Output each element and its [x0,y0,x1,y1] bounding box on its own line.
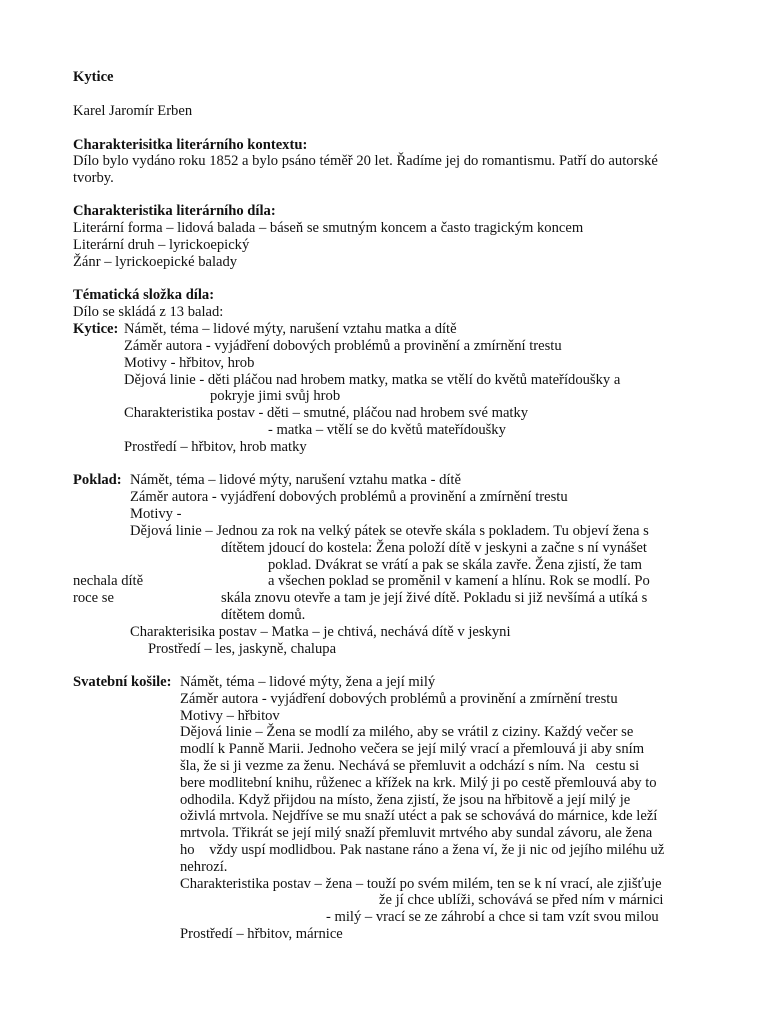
kosile-plot-line: ho vždy uspí modlidbou. Pak nastane ráno a žena ví, že ji nic od jejího miléhu už [180,842,665,858]
poklad-plot-line: dítětem domů. [221,607,306,623]
kosile-intent: Záměr autora - vyjádření dobových problémů a provinění a zmírnění trestu [180,691,618,707]
kosile-plot-line: modlí k Panně Marii. Jednoho večera se její milý vrací a přemlouvá ji aby sním [180,741,645,757]
work-heading: Charakteristika literárního díla: [73,203,276,219]
poklad-motifs: Motivy - [130,506,182,522]
thematic-heading: Tématická složka díla: [73,287,215,303]
kosile-plot-line: Dějová linie – Žena se modlí za milého, aby se vrátil z ciziny. Každý večer se [180,724,634,740]
kytice-setting: Prostředí – hřbitov, hrob matky [124,439,307,455]
literary-genre: Žánr – lyrickoepické balady [73,254,238,270]
kytice-characters-line: Charakteristika postav - děti – smutné, pláčou nad hrobem své matky [124,405,529,421]
document-title: Kytice [73,69,114,85]
poklad-plot-line: nechala dítě [73,573,144,589]
context-text-line: tvorby. [73,170,114,186]
ballad-label-poklad: Poklad: [73,472,122,488]
kosile-plot-line: bere modlitební knihu, růženec a křížek na krk. Milý ji po cestě přemlouvá aby to [180,775,657,791]
kosile-theme: Námět, téma – lidové mýty, žena a její milý [180,674,436,690]
kosile-characters-line: Charakteristika postav – žena – touží po svém milém, ten se k ní vrací, ale zjišťuje [180,876,662,892]
author-name: Karel Jaromír Erben [73,103,193,119]
kosile-plot-line: mrtvola. Třikrát se její milý snaží přemluvit mrtvého aby sundal závoru, ale žena [180,825,653,841]
poklad-plot-line: poklad. Dvákrat se vrátí a pak se skála zavře. Žena zjistí, že tam [268,557,643,573]
context-heading: Charakterisitka literárního kontextu: [73,137,308,153]
literary-form: Literární forma – lidová balada – báseň se smutným koncem a často tragickým koncem [73,220,584,236]
context-text-line: Dílo bylo vydáno roku 1852 a bylo psáno téměř 20 let. Řadíme jej do romantismu. Patří do autorské [73,153,658,169]
kytice-intent: Záměr autora - vyjádření dobových problémů a provinění a zmírnění trestu [124,338,562,354]
poklad-plot-line: a všechen poklad se proměnil v kamení a hlínu. Rok se modlí. Po [268,573,650,589]
poklad-theme: Námět, téma – lidové mýty, narušení vztahu matka - dítě [130,472,461,488]
kytice-motifs: Motivy - hřbitov, hrob [124,355,255,371]
kytice-plot-line: pokryje jimi svůj hrob [210,388,341,404]
poklad-plot-line: dítětem jdoucí do kostela: Žena položí dítě v jeskyni a začne s ní vynášet [221,540,647,556]
kosile-characters-line: - milý – vrací se ze záhrobí a chce si tam vzít svou milou [326,909,659,925]
poklad-plot-line: skála znovu otevře a tam je její živé dítě. Pokladu si již nevšímá a utíká s [221,590,648,606]
kytice-theme: Námět, téma – lidové mýty, narušení vztahu matka a dítě [124,321,457,337]
kosile-characters-line: že jí chce ublíži, schovává se před ním v márnici [379,892,664,908]
ballad-label-kytice: Kytice: [73,321,119,337]
ballad-label-svatebni-kosile: Svatební košile: [73,674,172,690]
poklad-setting: Prostředí – les, jaskyně, chalupa [148,641,337,657]
kytice-characters-line: - matka – vtělí se do květů mateřídoušky [268,422,506,438]
poklad-plot-line: roce se [73,590,114,606]
kosile-motifs: Motivy – hřbitov [180,708,280,724]
poklad-characters: Charakterisika postav – Matka – je chtivá, nechává dítě v jeskyni [130,624,511,640]
kosile-plot-line: nehrozí. [180,859,228,875]
poklad-plot-line: Dějová linie – Jednou za rok na velký pátek se otevře skála s pokladem. Tu objeví žena s [130,523,649,539]
poklad-intent: Záměr autora - vyjádření dobových problémů a provinění a zmírnění trestu [130,489,568,505]
kosile-plot-line: šla, že si ji vezme za ženu. Nechává se přemluvit a odchází s ním. Na cestu si [180,758,640,774]
kosile-setting: Prostředí – hřbitov, márnice [180,926,343,942]
literary-kind: Literární druh – lyrickoepický [73,237,250,253]
thematic-intro: Dílo se skládá z 13 balad: [73,304,224,320]
kosile-plot-line: odhodila. Když přijdou na místo, žena zjistí, že jsou na hřbitově a její milý je [180,792,631,808]
kosile-plot-line: oživlá mrtvola. Nejdříve se mu snaží utéct a pak se schovává do márnice, kde leží [180,808,658,824]
kytice-plot-line: Dějová linie - děti pláčou nad hrobem matky, matka se vtělí do květů mateřídoušky a [124,372,621,388]
